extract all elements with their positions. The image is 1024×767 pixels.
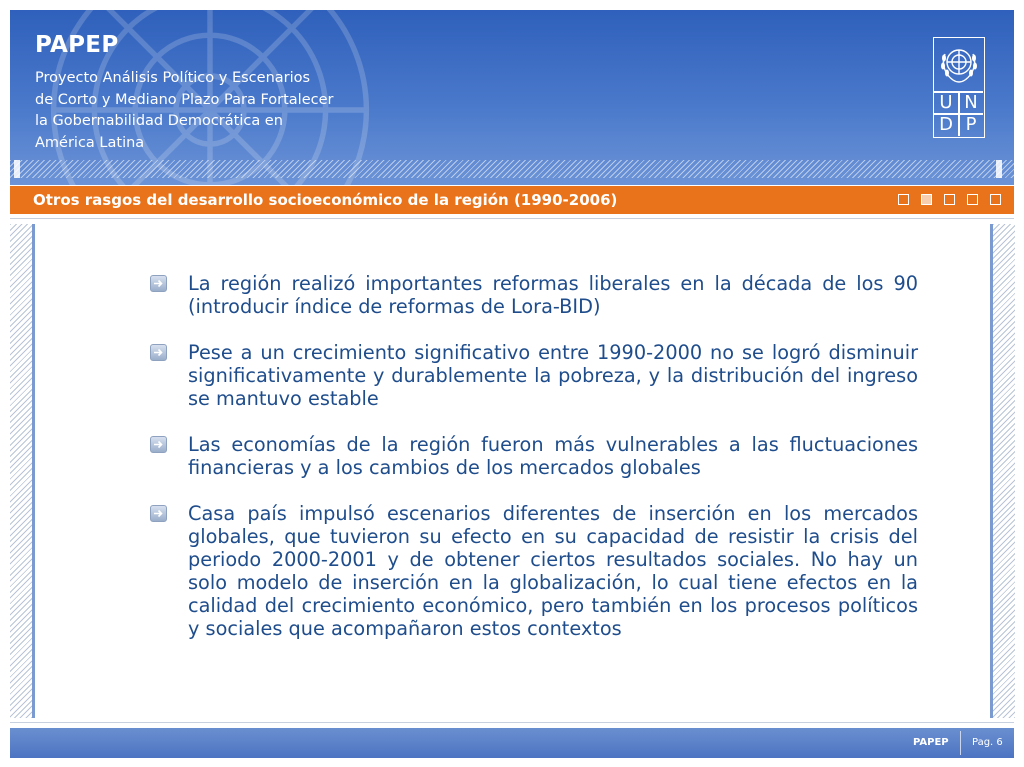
progress-square-active <box>921 194 932 205</box>
progress-square <box>898 194 909 205</box>
bullet-item <box>148 272 918 318</box>
bullet-text: Casa país impulsó escenarios diferentes de inserción en los mercados globales, que tuvieron su efecto en su capacidad de resistir la crisis del periodo 2000-2001 y de obtener ciertos resultados sociales. No hay un solo modelo de inserción en la globalización, lo cual tiene efectos en la calidad del crecimiento económico, pero también en los procesos políticos y sociales que acompañaron estos contextos <box>188 502 918 640</box>
brand-title: PAPEP <box>35 32 119 58</box>
slide-title: Otros rasgos del desarrollo socioeconómico de la región (1990-2006) <box>33 191 618 209</box>
bullet-text: Pese a un crecimiento significativo entre 1990-2000 no se logró disminuir significativamente y durablemente la pobreza, y la distribución del ingreso se mantuvo estable <box>188 341 918 410</box>
header-banner <box>10 10 1014 185</box>
footer-divider <box>960 731 961 755</box>
undp-letter: D <box>939 114 953 135</box>
undp-logo <box>933 37 985 138</box>
progress-square <box>990 194 1001 205</box>
slide <box>10 10 1014 758</box>
subtitle-line: América Latina <box>35 134 145 151</box>
arrow-right-icon <box>150 436 167 453</box>
slide-title-bar <box>10 186 1014 214</box>
undp-letter: U <box>939 92 953 113</box>
bullet-text: La región realizó importantes reformas liberales en la década de los 90 (introducir índice de reformas de Lora-BID) <box>188 272 918 318</box>
subtitle-line: de Corto y Mediano Plazo Para Fortalecer <box>35 91 334 108</box>
arrow-right-icon <box>150 344 167 361</box>
bullet-item <box>148 433 918 479</box>
page-number: Pag. 6 <box>972 737 1003 748</box>
subtitle-line: la Gobernabilidad Democrática en <box>35 113 283 129</box>
arrow-right-icon <box>150 275 167 292</box>
bullet-item <box>148 502 918 640</box>
bullet-list <box>148 272 918 663</box>
bullet-item <box>148 341 918 410</box>
undp-letter: P <box>965 114 977 135</box>
left-hatch-margin <box>10 224 35 718</box>
un-emblem-icon <box>939 42 979 86</box>
undp-letter: N <box>964 92 978 113</box>
progress-square <box>967 194 978 205</box>
progress-square <box>944 194 955 205</box>
footer-bar <box>10 728 1014 758</box>
divider <box>10 722 1014 723</box>
arrow-right-icon <box>150 505 167 522</box>
right-hatch-margin <box>990 224 1015 718</box>
divider <box>10 218 1014 219</box>
subtitle-line: Proyecto Análisis Político y Escenarios <box>35 70 311 86</box>
header-hatch-divider <box>10 160 1014 178</box>
footer-brand: PAPEP <box>913 737 949 748</box>
bullet-text: Las economías de la región fueron más vulnerables a las fluctuaciones financieras y a los cambios de los mercados globales <box>188 433 918 479</box>
undp-letters <box>934 92 983 136</box>
slide-progress-indicator <box>898 194 1008 207</box>
project-subtitle <box>35 68 395 154</box>
